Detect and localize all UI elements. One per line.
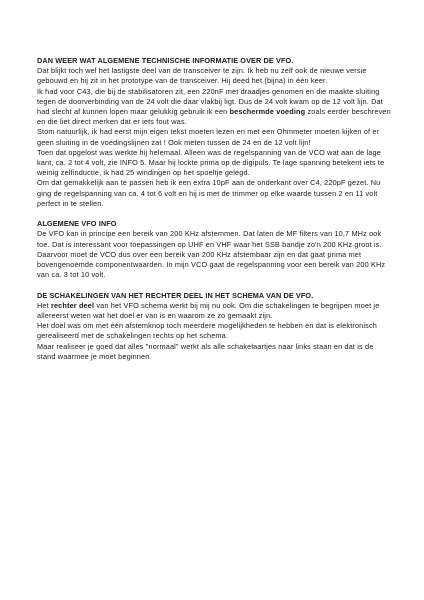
- section-heading-technical-info: DAN WEER WAT ALGEMENE TECHNISCHE INFORMATIE OVER DE VFO.: [37, 56, 294, 65]
- paragraph: [37, 301, 393, 321]
- bold-text: rechter deel: [50, 300, 95, 310]
- spacer: [37, 280, 393, 290]
- paragraph: Stom natuurlijk, ik had eerst mijn eigen tekst moeten lezen en met een Ohmmeter moeten kijken of er geen sluiting in de voedingslijnen zat ! Ook meten tussen de 24 en de 12 volt lijn!: [37, 127, 380, 147]
- paragraph: De VFO kan in principe een bereik van 200 KHz afstemmen. Dat laten de MF filters van 10,7 MHz ook toe. Dat is interessant voor toepassingen op UHF en VHF waar het SSB bandje zo'n 200 KHz groot is. Daarvoor moet de VCO dus over een bereik van 200 KHz afstembaar zijn en dat gaat prima met bovengenoemde componentwaarden. In mijn VCO gaat de regelspanning voor een bereik van 200 KHz van ca. 3 tot 10 volt.: [37, 229, 386, 280]
- paragraph-text: Ik had voor C43, die bij de stabilisatoren zit, een 220nF met draadjes genomen en die maakte sluiting tegen de doorverbinding van de 24 volt die daar vlakbij ligt. Dus de 24 volt kwam op de 12 volt lijn. Dat had slecht af kunnen lopen maar gelukkig gebruik ik een: [37, 86, 383, 117]
- section-heading-schakelingen: DE SCHAKELINGEN VAN HET RECHTER DEEL IN HET SCHEMA VAN DE VFO.: [37, 290, 314, 300]
- paragraph: [37, 87, 393, 128]
- paragraph: Om dat gemakkelijk aan te passen heb ik een extra 10pF aan de onderkant over C4, 220pF gezet. Nu ging de regelspanning van ca. 4 tot 6 volt en hij is met de trimmer op elke waarde tussen 2 en 11 volt perfect in te stellen.: [37, 178, 381, 208]
- paragraph-text: zoals eerder beschreven en die liet direct merken dat er iets fout was.: [37, 107, 391, 127]
- spacer: [37, 209, 393, 219]
- paragraph: Dat blijkt toch wel het lastigste deel van de transceiver te zijn. Ik heb nu zelf ook de nieuwe versie gebouwd en hij zit in het prototype van de transceiver. Hij deed het (bijna) in één keer.: [37, 66, 367, 86]
- document-page: [37, 56, 393, 362]
- bold-text: beschermde voeding: [229, 107, 306, 117]
- paragraph: Toen dat opgelost was werkte hij helemaal. Alleen was de regelspanning van de VCO wat aan de lage kant, ca. 2 tot 4 volt, zie INFO 5. Maar hij lockte prima op de digipuls. Te lage spanning betekent iets te weinig zelfinductie, ik had 25 windingen op het spoeltje gelegd.: [37, 147, 385, 178]
- paragraph: Maar realiseer je goed dat alles "normaal" werkt als alle schakelaartjes naar links staan en dat is de stand waarmee je moet beginnen.: [37, 341, 374, 361]
- paragraph-text: Het: [37, 300, 51, 310]
- paragraph-text: van het VFO schema werkt bij mij nu ook. Om die schakelingen te begrijpen moet je allereerst weten wat het doel er van is en waarom ze zo gemaakt zijn.: [37, 300, 380, 321]
- section-heading-vfo-info: ALGEMENE VFO INFO: [37, 219, 117, 229]
- paragraph: Het doel was om met één afstemknop toch meerdere mogelijkheden te hebben en dat is elektronisch gerealiseerd met de schakelingen rechts op het schema.: [37, 321, 377, 341]
